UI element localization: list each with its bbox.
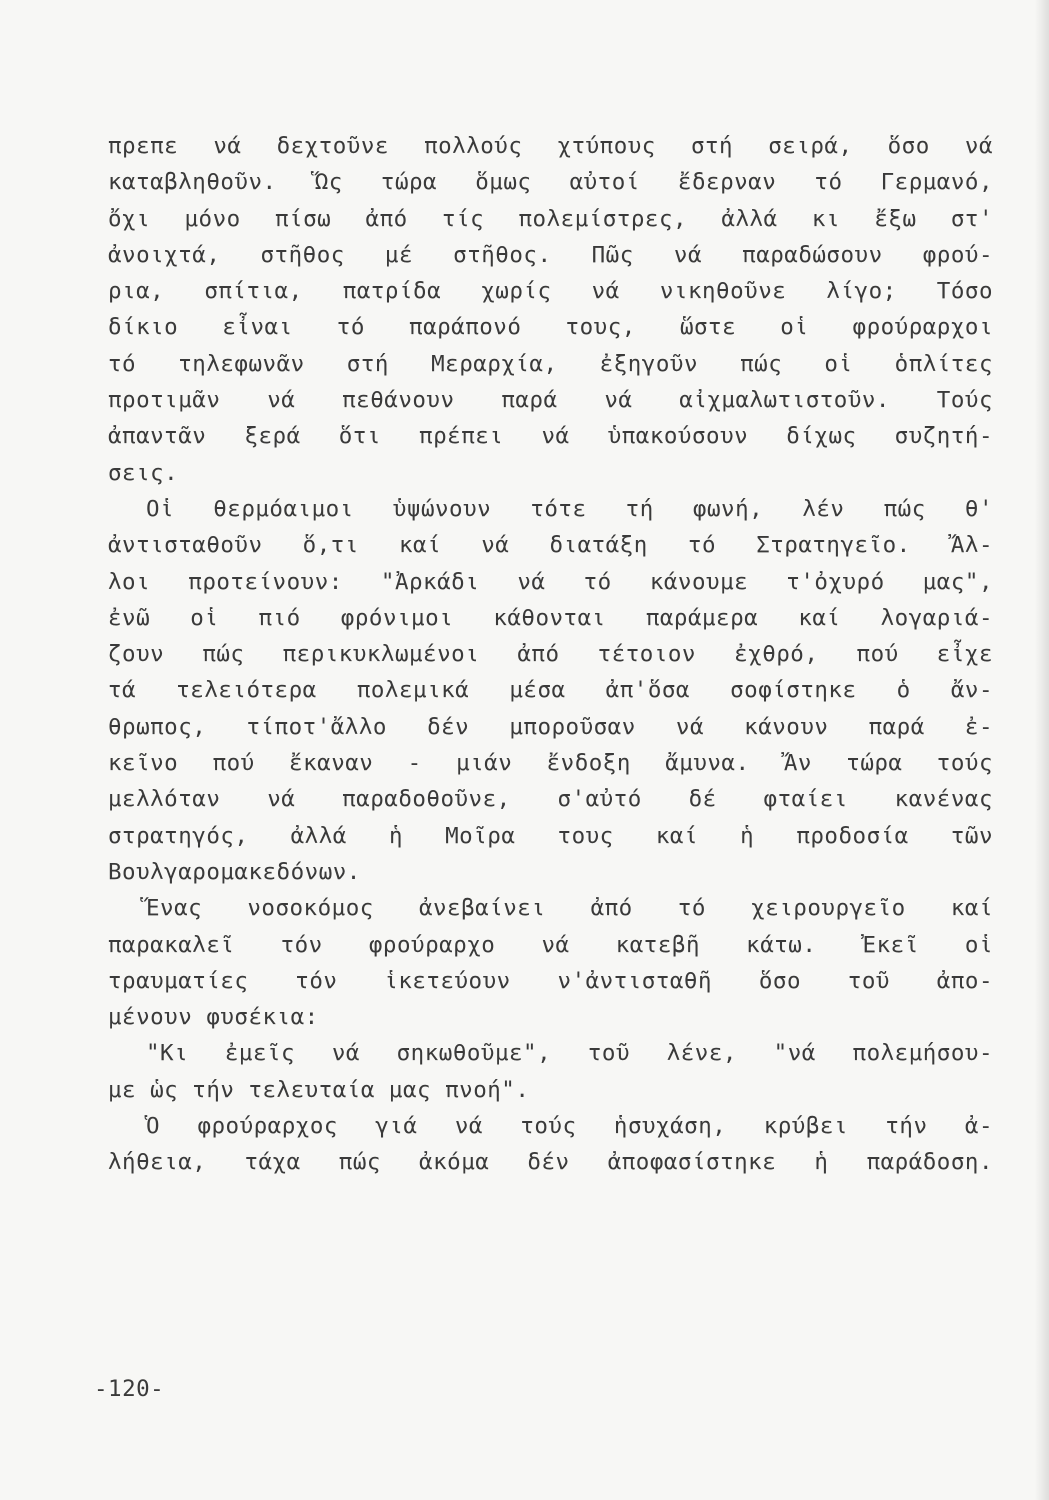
- text-line: ζουν πώς περικυκλωμένοι ἀπό τέτοιον ἐχθρό, πού εἶχε: [108, 641, 993, 668]
- text-line: λήθεια, τάχα πώς ἀκόμα δέν ἀποφασίστηκε ἡ παράδοση.: [108, 1149, 993, 1176]
- text-line: "Κι ἐμεῖς νά σηκωθοῦμε", τοῦ λένε, "νά πολεμήσου-: [146, 1040, 993, 1067]
- text-line: Οἱ θερμόαιμοι ὑψώνουν τότε τή φωνή, λέν πώς θ': [146, 495, 993, 522]
- text-line: δίκιο εἶναι τό παράπονό τους, ὥστε οἱ φρούραρχοι: [108, 314, 993, 341]
- text-line: πρεπε νά δεχτοῦνε πολλούς χτύπους στή σειρά, ὅσο νά: [108, 133, 993, 159]
- text-line: τραυματίες τόν ἱκετεύουν ν'ἀντισταθῆ ὅσο τοῦ ἀπο-: [108, 967, 993, 994]
- text-line: σεις.: [108, 459, 179, 486]
- text-line: ἀνοιχτά, στῆθος μέ στῆθος. Πῶς νά παραδώσουν φρού-: [108, 241, 993, 268]
- text-line: κεῖνο πού ἔκαναν - μιάν ἔνδοξη ἄμυνα. Ἄν τώρα τούς: [108, 750, 993, 777]
- text-line: θρωπος, τίποτ'ἄλλο δέν μποροῦσαν νά κάνουν παρά ἐ-: [108, 713, 993, 740]
- text-line: Βουλγαρομακεδόνων.: [108, 858, 361, 885]
- text-line: τό τηλεφωνᾶν στή Μεραρχία, ἐξηγοῦν πώς οἱ ὁπλίτες: [108, 350, 993, 377]
- page-number: -120-: [94, 1376, 165, 1402]
- text-line: με ὡς τήν τελευταία μας πνοή".: [108, 1076, 530, 1103]
- text-line: τά τελειότερα πολεμικά μέσα ἀπ'ὅσα σοφίστηκε ὁ ἄν-: [108, 677, 993, 704]
- text-line: ὄχι μόνο πίσω ἀπό τίς πολεμίστρες, ἀλλά κι ἔξω στ': [108, 205, 993, 232]
- text-line: παρακαλεῖ τόν φρούραρχο νά κατεβῆ κάτω. Ἐκεῖ οἱ: [108, 931, 993, 958]
- text-line: προτιμᾶν νά πεθάνουν παρά νά αἰχμαλωτιστοῦν. Τούς: [108, 387, 993, 414]
- text-line: Ἕνας νοσοκόμος ἀνεβαίνει ἀπό τό χειρουργεῖο καί: [146, 895, 993, 922]
- text-line: στρατηγός, ἀλλά ἡ Μοῖρα τους καί ἡ προδοσία τῶν: [108, 822, 993, 849]
- text-line: καταβληθοῦν. Ὥς τώρα ὅμως αὐτοί ἔδερναν τό Γερμανό,: [108, 169, 993, 196]
- text-line: μένουν φυσέκια:: [108, 1004, 319, 1031]
- text-line: λοι προτείνουν: "Ἀρκάδι νά τό κάνουμε τ'ὀχυρό μας",: [108, 568, 993, 595]
- text-line: ἀντισταθοῦν ὅ,τι καί νά διατάξη τό Στρατηγεῖο. Ἄλ-: [108, 532, 993, 559]
- page-edge-shadow: [1035, 0, 1049, 1500]
- text-line: ἐνῶ οἱ πιό φρόνιμοι κάθονται παράμερα καί λογαριά-: [108, 604, 993, 631]
- text-line: Ὁ φρούραρχος γιά νά τούς ἡσυχάση, κρύβει τήν ἀ-: [146, 1113, 993, 1140]
- text-line: μελλόταν νά παραδοθοῦνε, σ'αὐτό δέ φταίει κανένας: [108, 786, 993, 813]
- text-line: ρια, σπίτια, πατρίδα χωρίς νά νικηθοῦνε λίγο; Τόσο: [108, 278, 993, 305]
- text-line: ἀπαντᾶν ξερά ὅτι πρέπει νά ὑπακούσουν δίχως συζητή-: [108, 423, 993, 450]
- body-text: [108, 128, 993, 1181]
